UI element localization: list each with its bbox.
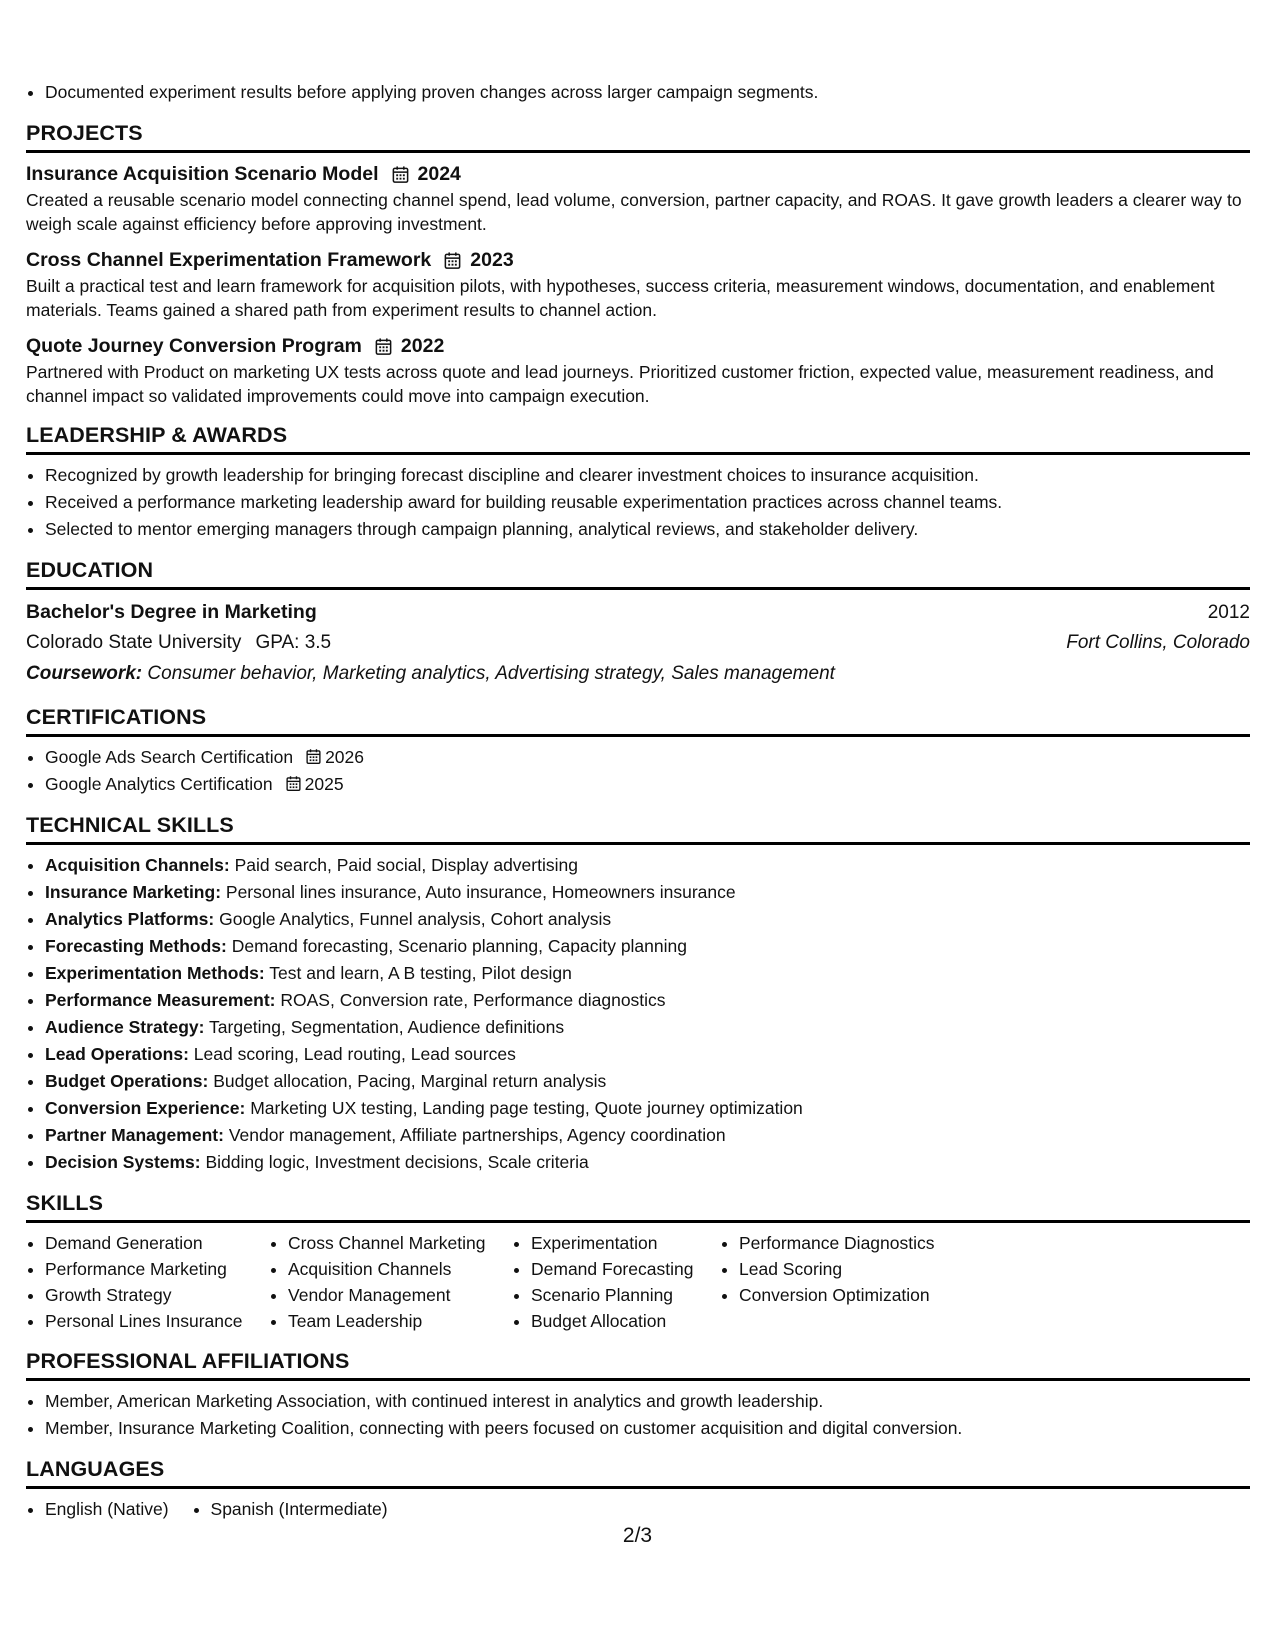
list-item: • Selected to mentor emerging managers through campaign planning, analytical reviews, and stakeholder delivery. xyxy=(45,516,1250,543)
list-item: • Member, Insurance Marketing Coalition, connecting with peers focused on customer acquisition and digital conversion. xyxy=(45,1415,1250,1442)
list-item xyxy=(45,1095,1250,1122)
list-item xyxy=(45,879,1250,906)
project-description: Created a reusable scenario model connecting channel spend, lead volume, conversion, partner capacity, and ROAS. It gave growth leaders a clearer way to weigh scale against efficiency before approving investment. xyxy=(26,190,1242,234)
skill-category: Lead Operations: xyxy=(45,1044,189,1064)
project-description: Built a practical test and learn framework for acquisition pilots, with hypotheses, success criteria, measurement windows, documentation, and enablement materials. Teams gained a shared path from experiment results to channel action. xyxy=(26,276,1215,320)
skill-category: Audience Strategy: xyxy=(45,1017,205,1037)
skill-category: Partner Management: xyxy=(45,1125,224,1145)
list-item xyxy=(45,933,1250,960)
skill-item: • Experimentation xyxy=(531,1230,720,1256)
coursework-label: Coursework: xyxy=(26,663,143,684)
skill-category: Analytics Platforms: xyxy=(45,909,215,929)
skill-values: Targeting, Segmentation, Audience definitions xyxy=(209,1017,565,1037)
skill-category: Conversion Experience: xyxy=(45,1098,246,1118)
skill-item: • Demand Generation xyxy=(45,1230,269,1256)
education-section xyxy=(26,557,1250,690)
project-item xyxy=(26,332,1250,408)
list-item xyxy=(45,1041,1250,1068)
skills-column xyxy=(269,1230,512,1334)
skill-values: Test and learn, A B testing, Pilot design xyxy=(269,963,572,983)
skills-grid xyxy=(26,1230,1250,1334)
degree: Bachelor's Degree in Marketing xyxy=(26,601,317,623)
project-name: Quote Journey Conversion Program xyxy=(26,335,362,357)
certification-name: Google Analytics Certification xyxy=(45,774,273,794)
list-item xyxy=(45,1014,1250,1041)
section-title: SKILLS xyxy=(26,1190,1250,1223)
calendar-icon xyxy=(305,748,322,765)
language-item: • Spanish (Intermediate) xyxy=(211,1496,388,1523)
skill-item: • Budget Allocation xyxy=(531,1308,720,1334)
calendar-icon xyxy=(443,251,462,270)
languages-section xyxy=(26,1456,1250,1523)
language-item: • English (Native) xyxy=(45,1496,169,1523)
languages-list xyxy=(26,1496,1250,1523)
list-item: • Documented experiment results before applying proven changes across larger campaign segments. xyxy=(45,79,1250,106)
section-title: CERTIFICATIONS xyxy=(26,704,1250,737)
list-item xyxy=(45,771,1250,798)
skill-category: Decision Systems: xyxy=(45,1152,201,1172)
section-title: LANGUAGES xyxy=(26,1456,1250,1489)
school-name: Colorado State University xyxy=(26,632,242,653)
list-item xyxy=(45,1149,1250,1176)
skill-item: • Vendor Management xyxy=(288,1282,512,1308)
skill-category: Acquisition Channels: xyxy=(45,855,230,875)
certification-year: 2026 xyxy=(325,747,364,767)
list-item xyxy=(45,987,1250,1014)
skill-item: • Demand Forecasting xyxy=(531,1256,720,1282)
skill-category: Experimentation Methods: xyxy=(45,963,265,983)
skills-column xyxy=(26,1230,269,1334)
project-item xyxy=(26,246,1250,322)
technical-skills-section xyxy=(26,812,1250,1176)
technical-skills-list xyxy=(26,852,1250,1176)
skill-category: Insurance Marketing: xyxy=(45,882,222,902)
skill-values: Demand forecasting, Scenario planning, Capacity planning xyxy=(231,936,687,956)
project-year: 2022 xyxy=(400,335,445,357)
skill-values: Google Analytics, Funnel analysis, Cohort analysis xyxy=(219,909,612,929)
coursework xyxy=(26,658,1250,690)
coursework-list: Consumer behavior, Marketing analytics, Advertising strategy, Sales management xyxy=(147,663,835,684)
project-year: 2023 xyxy=(470,249,514,271)
skill-category: Forecasting Methods: xyxy=(45,936,227,956)
skill-item: • Acquisition Channels xyxy=(288,1256,512,1282)
skill-item: • Performance Diagnostics xyxy=(739,1230,999,1256)
skills-column xyxy=(720,1230,999,1334)
list-item xyxy=(45,1068,1250,1095)
project-description: Partnered with Product on marketing UX tests across quote and lead journeys. Prioritized customer friction, expected value, measurement readiness, and channel impact so validated improvements could move into campaign execution. xyxy=(26,362,1214,406)
section-title: LEADERSHIP & AWARDS xyxy=(26,422,1250,455)
list-item xyxy=(45,852,1250,879)
project-name: Cross Channel Experimentation Framework xyxy=(26,249,432,271)
skill-values: Paid search, Paid social, Display advertising xyxy=(234,855,578,875)
project-item xyxy=(26,160,1250,236)
school-location: Fort Collins, Colorado xyxy=(1066,632,1250,653)
page-number: 2/3 xyxy=(622,1524,653,1547)
list-item xyxy=(45,906,1250,933)
section-title: PROFESSIONAL AFFILIATIONS xyxy=(26,1348,1250,1381)
list-item xyxy=(45,744,1250,771)
skill-item: • Growth Strategy xyxy=(45,1282,269,1308)
skill-values: Marketing UX testing, Landing page testing, Quote journey optimization xyxy=(250,1098,803,1118)
certifications-list xyxy=(26,744,1250,798)
skill-values: Bidding logic, Investment decisions, Scale criteria xyxy=(205,1152,589,1172)
projects-section xyxy=(26,120,1250,408)
affiliations-section xyxy=(26,1348,1250,1442)
leadership-section xyxy=(26,422,1250,543)
certification-year: 2025 xyxy=(304,774,344,794)
project-year: 2024 xyxy=(417,163,461,185)
skill-values: Personal lines insurance, Auto insurance, Homeowners insurance xyxy=(225,882,736,902)
leadership-list xyxy=(26,462,1250,543)
gpa: GPA: 3.5 xyxy=(255,632,332,653)
section-title: EDUCATION xyxy=(26,557,1250,590)
calendar-icon xyxy=(391,165,410,184)
list-item: • Member, American Marketing Association, with continued interest in analytics and growth leadership. xyxy=(45,1388,1250,1415)
skill-item: • Scenario Planning xyxy=(531,1282,720,1308)
list-item: • Recognized by growth leadership for bringing forecast discipline and clearer investment choices to insurance acquisition. xyxy=(45,462,1250,489)
skill-item: • Lead Scoring xyxy=(739,1256,999,1282)
skill-values: Budget allocation, Pacing, Marginal return analysis xyxy=(213,1071,607,1091)
skills-column xyxy=(512,1230,720,1334)
certification-name: Google Ads Search Certification xyxy=(45,747,294,767)
affiliations-list xyxy=(26,1388,1250,1442)
list-item xyxy=(45,1122,1250,1149)
section-title: PROJECTS xyxy=(26,120,1250,153)
skill-item: • Conversion Optimization xyxy=(739,1282,999,1308)
section-title: TECHNICAL SKILLS xyxy=(26,812,1250,845)
skill-values: ROAS, Conversion rate, Performance diagnostics xyxy=(280,990,666,1010)
skill-values: Lead scoring, Lead routing, Lead sources xyxy=(193,1044,516,1064)
list-item: • Received a performance marketing leadership award for building reusable experimentation practices across channel teams. xyxy=(45,489,1250,516)
skill-item: • Personal Lines Insurance xyxy=(45,1308,269,1334)
skill-item: • Performance Marketing xyxy=(45,1256,269,1282)
list-item xyxy=(45,960,1250,987)
calendar-icon xyxy=(374,337,393,356)
skills-section xyxy=(26,1190,1250,1334)
project-name: Insurance Acquisition Scenario Model xyxy=(26,163,379,185)
experience-continued-list xyxy=(26,79,1250,106)
skill-item: • Team Leadership xyxy=(288,1308,512,1334)
skill-values: Vendor management, Affiliate partnerships, Agency coordination xyxy=(228,1125,726,1145)
skill-category: Budget Operations: xyxy=(45,1071,209,1091)
resume-page xyxy=(26,0,1250,1523)
skill-category: Performance Measurement: xyxy=(45,990,276,1010)
graduation-year: 2012 xyxy=(1207,602,1250,623)
calendar-icon xyxy=(285,775,302,792)
certifications-section xyxy=(26,704,1250,798)
skill-item: • Cross Channel Marketing xyxy=(288,1230,512,1256)
